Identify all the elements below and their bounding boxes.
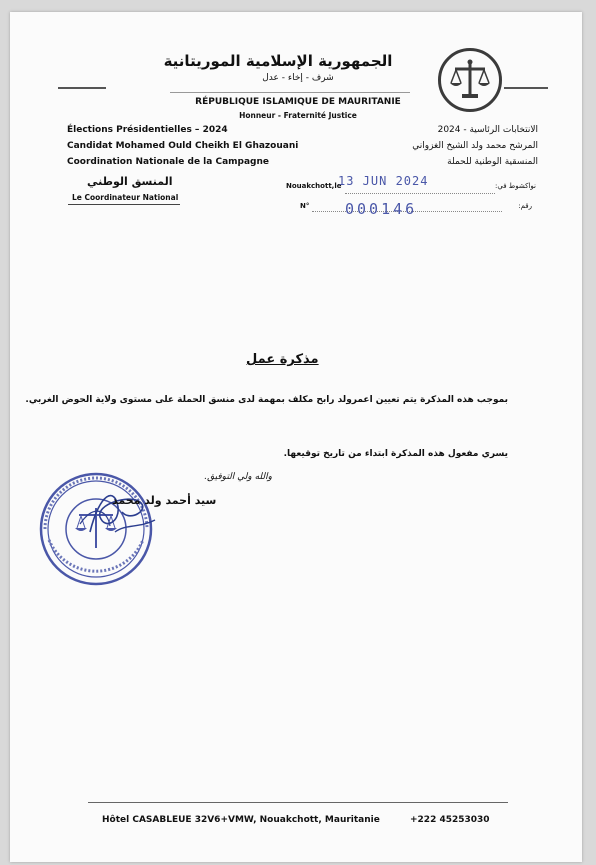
right-line-coordination: المنسقية الوطنية للحملة xyxy=(447,157,538,167)
number-label-arabic: رقم: xyxy=(518,202,532,210)
date-label-french: Nouakchott,le xyxy=(286,182,342,190)
date-stamp: 13 JUN 2024 xyxy=(338,174,429,188)
left-line-candidate: Candidat Mohamed Ould Cheikh El Ghazouani xyxy=(67,141,299,151)
memo-effect-line: يسري مفعول هذه المذكرة ابتداء من تاريخ توقيعها. xyxy=(283,449,508,459)
signatory-name: سيد أحمد ولد محمد xyxy=(112,494,217,507)
header-rule-right xyxy=(504,87,548,89)
right-line-candidate: المرشح محمد ولد الشيخ الغزواني xyxy=(412,141,538,151)
header-french-motto: Honneur - Fraternité Justice xyxy=(239,111,357,120)
header-arabic-motto: شرف - إخاء - عدل xyxy=(262,73,334,83)
handwritten-signature xyxy=(60,482,180,540)
right-line-elections: الانتخابات الرئاسية - 2024 xyxy=(437,125,538,135)
footer-phone: +222 45253030 xyxy=(410,815,490,825)
memo-title: مذكرة عمل xyxy=(246,352,319,367)
memo-closing: والله ولي التوفيق. xyxy=(204,472,272,482)
left-line-coordination: Coordination Nationale de la Campagne xyxy=(67,157,270,167)
left-line-elections: Élections Présidentielles – 2024 xyxy=(67,125,228,135)
document-page xyxy=(10,12,582,862)
date-label-arabic: نواكشوط في: xyxy=(495,182,536,190)
memo-paragraph: بموجب هذه المذكرة يتم تعيين اعمرولد رابح مكلف بمهمة لدى منسق الحملة على مستوى ولاية الحوض الغربي. xyxy=(25,395,508,405)
header-french-republic: RÉPUBLIQUE ISLAMIQUE DE MAURITANIE xyxy=(195,97,401,107)
footer-address: Hôtel CASABLEUE 32V6+VMW, Nouakchott, Mauritanie xyxy=(102,815,380,825)
header-arabic-republic: الجمهورية الإسلامية الموريتانية xyxy=(163,52,393,70)
date-dotted-line xyxy=(345,193,495,194)
left-arabic-title: المنسق الوطني xyxy=(87,175,173,188)
number-stamp: 000146 xyxy=(345,200,418,218)
number-label-french: N° xyxy=(300,202,310,210)
header-rule-left xyxy=(58,87,106,89)
left-title-underline xyxy=(68,204,180,205)
left-french-title: Le Coordinateur National xyxy=(72,193,179,202)
header-underline xyxy=(170,92,410,93)
footer-rule xyxy=(88,802,508,803)
